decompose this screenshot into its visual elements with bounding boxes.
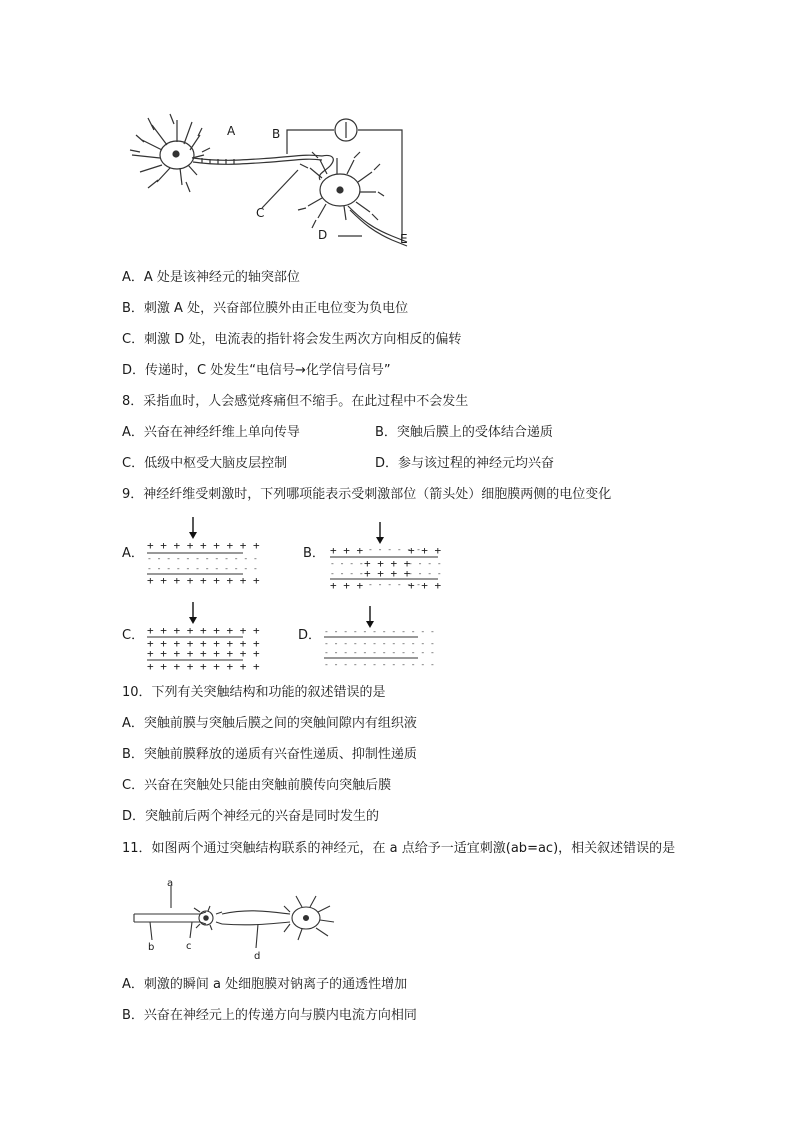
- q10-stem: 10．下列有关突触结构和功能的叙述错误的是: [122, 685, 386, 700]
- svg-text:- - - - - - - - - - - -: - - - - - - - - - - - -: [147, 564, 258, 573]
- svg-text:+ + + + + + + + +: + + + + + + + + +: [147, 637, 260, 650]
- svg-text:+ + + + + + + + +: + + + + + + + + +: [147, 539, 260, 552]
- q9-stem: 9．神经纤维受刺激时，下列哪项能表示受刺激部位（箭头处）细胞膜两侧的电位变化: [122, 487, 612, 502]
- svg-text:+ + + +: + + + +: [364, 567, 411, 580]
- q10-option-d: D．突触前后两个神经元的兴奋是同时发生的: [122, 809, 380, 824]
- q9-option-a-label: A．: [122, 546, 144, 561]
- label-c: c: [186, 941, 192, 952]
- svg-text:+ + +: + + +: [330, 579, 364, 592]
- label-d: d: [254, 951, 261, 962]
- svg-text:+ + + + + + + + +: + + + + + + + + +: [147, 574, 260, 587]
- q9-option-b-diagram: [328, 520, 443, 590]
- svg-text:- - - - - - - - - - - -: - - - - - - - - - - - -: [324, 627, 435, 636]
- q11-option-a: A．刺激的瞬间 a 处细胞膜对钠离子的通透性增加: [122, 977, 408, 992]
- label-B: B: [272, 127, 281, 141]
- q8-option-d: D．参与该过程的神经元均兴奋: [375, 456, 555, 471]
- svg-text:+ + +: + + +: [330, 544, 364, 557]
- q7-option-c: C．刺激 D 处，电流表的指针将会发生两次方向相反的偏转: [122, 332, 462, 347]
- q9-option-c-label: C．: [122, 628, 145, 643]
- svg-text:- - - - - -: - - - - - -: [368, 545, 421, 554]
- q10-option-b: B．突触前膜释放的递质有兴奋性递质、抑制性递质: [122, 747, 417, 762]
- svg-text:+ + +: + + +: [408, 544, 442, 557]
- synapse-diagram: [130, 878, 340, 958]
- label-b: b: [148, 942, 155, 953]
- svg-text:+ + + + + + + + +: + + + + + + + + +: [147, 660, 260, 673]
- svg-text:- - - - - - - - - - - -: - - - - - - - - - - - -: [324, 648, 435, 657]
- q11-stem: 11．如图两个通过突触结构联系的神经元，在 a 点给予一适宜刺激(ab=ac)，相关叙述错误的是: [122, 841, 676, 856]
- svg-text:- - - -: - - - -: [408, 559, 442, 568]
- svg-text:- - - -: - - - -: [408, 569, 442, 578]
- q8-stem: 8．采指血时，人会感觉疼痛但不缩手。在此过程中不会发生: [122, 394, 469, 409]
- q9-option-c-diagram: [145, 600, 260, 673]
- q7-option-a: A．A 处是该神经元的轴突部位: [122, 270, 300, 285]
- q8-option-a: A．兴奋在神经纤维上单向传导: [122, 425, 300, 440]
- svg-text:- - - -: - - - -: [330, 559, 364, 568]
- q9-option-b-label: B．: [303, 546, 325, 561]
- svg-text:- - - - - - - - - - - -: - - - - - - - - - - - -: [324, 660, 435, 669]
- q8-option-c: C．低级中枢受大脑皮层控制: [122, 456, 288, 471]
- label-D: D: [318, 228, 328, 242]
- label-A: A: [227, 124, 236, 138]
- svg-text:+ + + + + + + + +: + + + + + + + + +: [147, 647, 260, 660]
- q9-option-a-diagram: [145, 515, 260, 587]
- q10-option-a: A．突触前膜与突触后膜之间的突触间隙内有组织液: [122, 716, 417, 731]
- svg-text:- - - - - -: - - - - - -: [368, 580, 421, 589]
- q10-option-c: C．兴奋在突触处只能由突触前膜传向突触后膜: [122, 778, 392, 793]
- q9-option-d-diagram: [322, 604, 435, 674]
- svg-text:+ + +: + + +: [408, 579, 442, 592]
- svg-text:- - - - - - - - - - - -: - - - - - - - - - - - -: [147, 554, 258, 563]
- label-C: C: [256, 206, 265, 220]
- q8-option-b: B．突触后膜上的受体结合递质: [375, 425, 553, 440]
- q9-option-d-label: D．: [298, 628, 322, 643]
- q7-option-b: B．刺激 A 处，兴奋部位膜外由正电位变为负电位: [122, 301, 409, 316]
- svg-text:- - - - - - - - - - - -: - - - - - - - - - - - -: [324, 639, 435, 648]
- svg-text:+ + + + + + + + +: + + + + + + + + +: [147, 624, 260, 637]
- svg-text:- - - -: - - - -: [330, 569, 364, 578]
- q7-option-d: D．传递时，C 处发生“电信号→化学信号信号”: [122, 363, 391, 378]
- label-E: E: [400, 232, 408, 246]
- svg-text:+ + + +: + + + +: [364, 557, 411, 570]
- label-a: a: [167, 878, 174, 889]
- q11-option-b: B．兴奋在神经元上的传递方向与膜内电流方向相同: [122, 1008, 417, 1023]
